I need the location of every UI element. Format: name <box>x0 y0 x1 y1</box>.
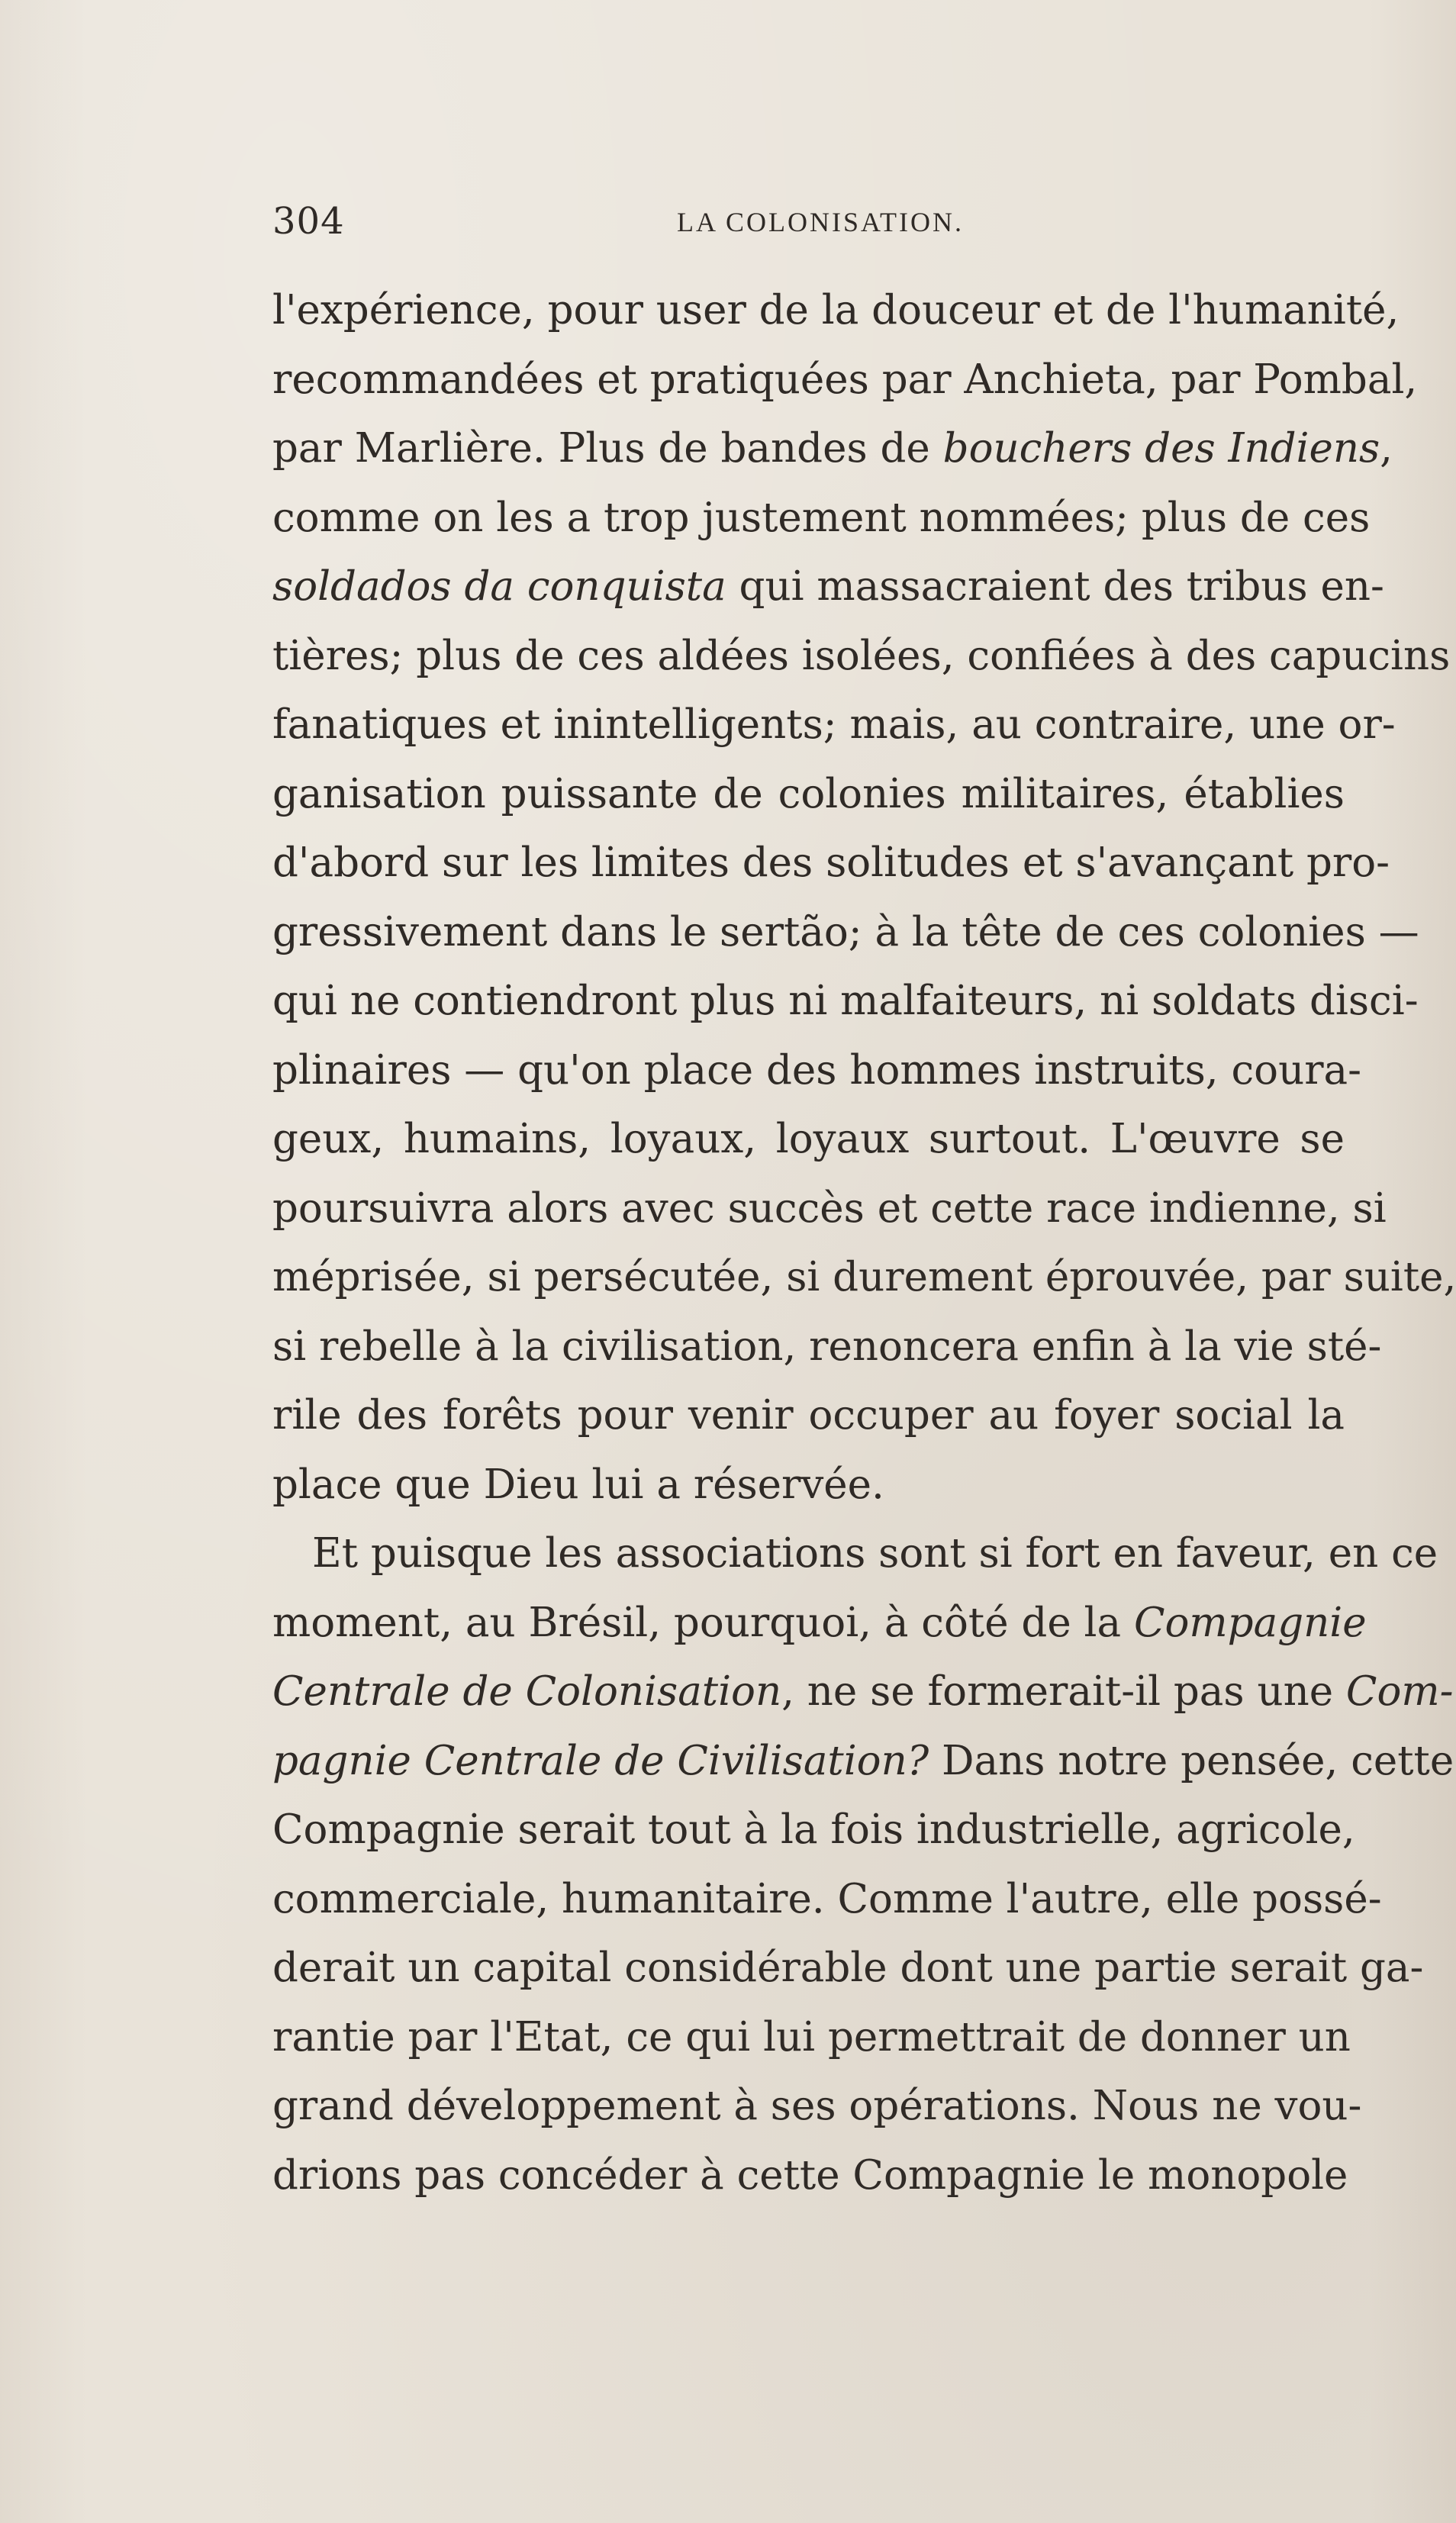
text-line: rantie par l'Etat, ce qui lui permettrait de donner un <box>272 2013 1351 2061</box>
italic-phrase: Com- <box>1345 1668 1454 1715</box>
text-line: rile des forêts pour venir occuper au foyer social la <box>272 1392 1345 1439</box>
text-line: poursuivra alors avec succès et cette race indienne, si <box>272 1184 1387 1232</box>
italic-phrase: soldados da conquista <box>272 563 726 610</box>
text-line: gressivement dans le sertão; à la tête de ces colonies — <box>272 908 1419 955</box>
body-text <box>272 276 1456 2210</box>
text-line: moment, au Brésil, pourquoi, à côté de la Compagnie <box>272 1599 1367 1646</box>
text-line: Centrale de Colonisation, ne se formerait-il pas une Com- <box>272 1668 1454 1715</box>
text-line: d'abord sur les limites des solitudes et s'avançant pro- <box>272 839 1390 886</box>
text-line: comme on les a trop justement nommées; plus de ces <box>272 494 1371 541</box>
text-line: Compagnie serait tout à la fois industrielle, agricole, <box>272 1806 1355 1853</box>
text-line: soldados da conquista qui massacraient des tribus en- <box>272 563 1384 610</box>
page-header <box>272 200 1341 253</box>
text-line: derait un capital considérable dont une partie serait ga- <box>272 1945 1424 1991</box>
text-line: tières; plus de ces aldées isolées, confiées à des capucins <box>272 632 1451 679</box>
text-line: pagnie Centrale de Civilisation? Dans notre pensée, cette <box>272 1737 1454 1784</box>
italic-phrase: Centrale de Colonisation <box>272 1668 782 1715</box>
running-title: LA COLONISATION. <box>677 207 964 237</box>
text-line: l'expérience, pour user de la douceur et de l'humanité, <box>272 287 1400 334</box>
italic-phrase: bouchers des Indiens <box>942 425 1380 472</box>
text-line: plinaires — qu'on place des hommes instruits, coura- <box>272 1046 1362 1094</box>
text-line: geux, humains, loyaux, loyaux surtout. L'œuvre se <box>272 1116 1345 1162</box>
text-line: recommandées et pratiquées par Anchieta, par Pombal, <box>272 356 1418 403</box>
italic-phrase: pagnie Centrale de Civilisation? <box>272 1737 929 1784</box>
text-line: méprisée, si persécutée, si durement éprouvée, par suite, <box>272 1254 1456 1300</box>
text-line: Et puisque les associations sont si fort en faveur, en ce <box>312 1530 1438 1577</box>
page-number: 304 <box>272 200 345 243</box>
text-line: ganisation puissante de colonies militaires, établies <box>272 770 1345 817</box>
text-line: drions pas concéder à cette Compagnie le monopole <box>272 2151 1348 2199</box>
italic-phrase: Compagnie <box>1133 1599 1367 1646</box>
text-line: grand développement à ses opérations. Nous ne vou- <box>272 2083 1362 2129</box>
text-line: par Marlière. Plus de bandes de bouchers des Indiens, <box>272 425 1393 472</box>
text-line: fanatiques et inintelligents; mais, au contraire, une or- <box>272 701 1396 748</box>
text-line: qui ne contiendront plus ni malfaiteurs, ni soldats disci- <box>272 978 1419 1024</box>
text-line: place que Dieu lui a réservée. <box>272 1461 884 1508</box>
text-line: si rebelle à la civilisation, renoncera enfin à la vie sté- <box>272 1323 1382 1370</box>
text-line: commerciale, humanitaire. Comme l'autre, elle possé- <box>272 1875 1382 1922</box>
